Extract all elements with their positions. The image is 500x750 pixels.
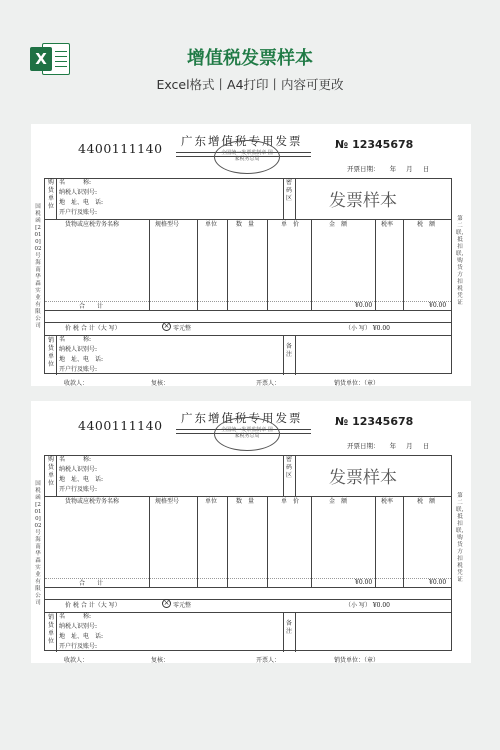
tax-total: ¥0.00 <box>429 302 447 309</box>
seller-name-label: 名 称: <box>59 613 92 620</box>
divider <box>295 456 296 496</box>
lowercase-amount: （小 写） ¥0.00 <box>345 325 390 332</box>
invoice-number: № 12345678 <box>335 415 414 428</box>
issuer-label: 开票人： <box>256 380 281 386</box>
seller-taxid-label: 纳税人识别号: <box>59 623 98 630</box>
divider <box>375 496 376 587</box>
invoice-sample-2 <box>31 401 471 663</box>
divider <box>283 179 284 219</box>
buyer-name-label: 名 称: <box>59 179 92 186</box>
stamp-text: 全国统一发票监制章 国家税务总局 <box>221 150 273 162</box>
divider <box>267 496 268 587</box>
divider <box>45 310 451 311</box>
reviewer-label: 复核： <box>151 380 170 386</box>
right-vertical-text: 第二联，抵扣联，购货方扣税凭证 <box>456 216 468 306</box>
reviewer-label: 复核： <box>151 657 170 663</box>
buyer-label: 购货单位 <box>47 179 54 210</box>
total-label: 合 计 <box>79 580 104 587</box>
buyer-label: 购货单位 <box>47 456 54 487</box>
uppercase-amount: 零元整 <box>173 325 192 332</box>
left-vertical-text: 国税函[2010]02号 海南华森实业有限公司 <box>34 481 42 606</box>
buyer-address-label: 地 址、电 话: <box>59 199 104 206</box>
stamp-icon <box>214 417 280 451</box>
seller-bank-label: 开户行及账号: <box>59 643 98 650</box>
col-qty: 数 量 <box>236 221 255 228</box>
cipher-label: 密码区 <box>285 179 292 202</box>
payee-label: 收款人： <box>64 380 89 386</box>
seller-taxid-label: 纳税人识别号: <box>59 346 98 353</box>
uppercase-amount: 零元整 <box>173 602 192 609</box>
divider <box>227 219 228 310</box>
divider <box>45 219 451 220</box>
seller-address-label: 地 址、电 话: <box>59 633 104 640</box>
watermark: 发票样本 <box>329 468 397 488</box>
seller-label: 销货单位 <box>47 337 54 368</box>
issue-date: 开票日期： 年 月 日 <box>347 165 430 173</box>
divider <box>45 496 451 497</box>
divider <box>45 599 451 600</box>
watermark: 发票样本 <box>329 191 397 211</box>
invoice-number: № 12345678 <box>335 138 414 151</box>
col-goods: 货物或应税劳务名称 <box>65 498 120 505</box>
col-price: 单 价 <box>281 221 300 228</box>
right-vertical-text: 第二联，抵扣联，购货方扣税凭证 <box>456 493 468 583</box>
seller-seal-label: 销货单位：（章） <box>334 657 380 663</box>
col-amount: 金 额 <box>329 498 348 505</box>
invoice-code: 4400111140 <box>78 141 163 156</box>
col-unit: 单位 <box>205 221 218 228</box>
divider <box>295 612 296 652</box>
left-vertical-text: 国税函[2010]02号 海南华森实业有限公司 <box>34 204 42 329</box>
col-spec: 规格型号 <box>155 498 180 505</box>
divider <box>311 496 312 587</box>
stamp-text: 全国统一发票监制章 国家税务总局 <box>221 427 273 439</box>
divider <box>283 456 284 496</box>
divider <box>311 219 312 310</box>
seller-bank-label: 开户行及账号: <box>59 366 98 373</box>
divider <box>283 335 284 375</box>
cross-circle-icon: × <box>163 322 170 330</box>
price-tax-total-label: 价 税 合 计（大 写） <box>65 602 121 609</box>
buyer-bank-label: 开户行及账号: <box>59 209 98 216</box>
col-amount: 金 额 <box>329 221 348 228</box>
cipher-label: 密码区 <box>285 456 292 479</box>
remark-label: 备注 <box>285 620 292 635</box>
total-label: 合 计 <box>79 303 104 310</box>
divider <box>45 612 451 613</box>
buyer-taxid-label: 纳税人识别号: <box>59 189 98 196</box>
issuer-label: 开票人： <box>256 657 281 663</box>
divider <box>45 335 451 336</box>
col-unit: 单位 <box>205 498 218 505</box>
divider <box>56 456 57 496</box>
divider <box>149 219 150 310</box>
divider <box>45 301 451 302</box>
page-subtitle: Excel格式丨A4打印丨内容可更改 <box>156 77 344 92</box>
price-tax-total-label: 价 税 合 计（大 写） <box>65 325 121 332</box>
page-title: 增值税发票样本 <box>187 48 313 69</box>
buyer-taxid-label: 纳税人识别号: <box>59 466 98 473</box>
stamp-icon <box>214 140 280 174</box>
tax-total: ¥0.00 <box>429 579 447 586</box>
amount-total: ¥0.00 <box>355 302 373 309</box>
invoice-header-title: 广东增值税专用发票 <box>181 411 303 425</box>
divider <box>375 219 376 310</box>
seller-address-label: 地 址、电 话: <box>59 356 104 363</box>
seller-seal-label: 销货单位：（章） <box>334 380 380 386</box>
invoice-sample-1 <box>31 124 471 386</box>
divider <box>295 335 296 375</box>
invoice-code: 4400111140 <box>78 418 163 433</box>
buyer-address-label: 地 址、电 话: <box>59 476 104 483</box>
seller-name-label: 名 称: <box>59 336 92 343</box>
divider <box>197 219 198 310</box>
excel-badge: X <box>30 47 52 71</box>
issue-date: 开票日期： 年 月 日 <box>347 442 430 450</box>
seller-label: 销货单位 <box>47 614 54 645</box>
col-rate: 税率 <box>381 498 394 505</box>
cross-circle-icon: × <box>163 599 170 607</box>
payee-label: 收款人： <box>64 657 89 663</box>
divider <box>56 179 57 219</box>
divider <box>56 612 57 652</box>
divider <box>197 496 198 587</box>
buyer-name-label: 名 称: <box>59 456 92 463</box>
divider <box>403 219 404 310</box>
divider <box>149 496 150 587</box>
divider <box>295 179 296 219</box>
divider <box>267 219 268 310</box>
amount-total: ¥0.00 <box>355 579 373 586</box>
divider <box>403 496 404 587</box>
divider <box>227 496 228 587</box>
divider <box>45 578 451 579</box>
col-goods: 货物或应税劳务名称 <box>65 221 120 228</box>
col-price: 单 价 <box>281 498 300 505</box>
divider <box>45 322 451 323</box>
col-tax: 税 额 <box>417 498 436 505</box>
col-qty: 数 量 <box>236 498 255 505</box>
buyer-bank-label: 开户行及账号: <box>59 486 98 493</box>
col-spec: 规格型号 <box>155 221 180 228</box>
invoice-header-title: 广东增值税专用发票 <box>181 134 303 148</box>
divider <box>283 612 284 652</box>
remark-label: 备注 <box>285 343 292 358</box>
col-tax: 税 额 <box>417 221 436 228</box>
col-rate: 税率 <box>381 221 394 228</box>
divider <box>45 587 451 588</box>
lowercase-amount: （小 写） ¥0.00 <box>345 602 390 609</box>
divider <box>56 335 57 375</box>
